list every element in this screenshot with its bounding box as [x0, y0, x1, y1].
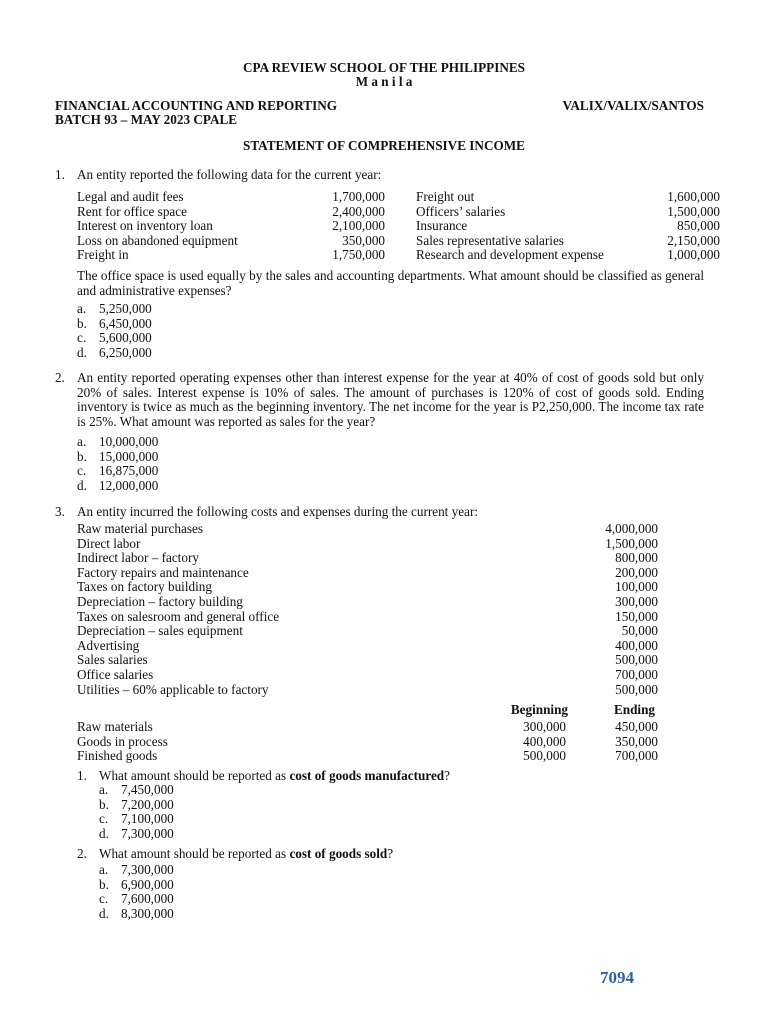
line-item-label: Depreciation – factory building — [77, 594, 243, 609]
line-item-amount: 700,000 — [615, 667, 658, 682]
q3-sub2-question — [99, 847, 393, 862]
line-item-label: Taxes on factory building — [77, 579, 212, 595]
line-item — [77, 219, 385, 234]
line-item-label: Loss on abandoned equipment — [77, 232, 238, 248]
line-item-amount: 1,600,000 — [667, 189, 720, 204]
inventory-ending: 700,000 — [615, 748, 658, 764]
inventory-ending: 350,000 — [615, 733, 658, 749]
q2-number: 2. — [55, 370, 65, 385]
q3-sub2-post: ? — [387, 846, 394, 861]
line-item-label: Legal and audit fees — [77, 189, 184, 204]
line-item-label: Raw material purchases — [77, 521, 203, 536]
q3-number: 3. — [55, 504, 65, 519]
option-letter: a. — [77, 434, 87, 449]
option-letter: b. — [77, 315, 87, 331]
line-item-amount: 4,000,000 — [605, 521, 658, 536]
option-text: 6,450,000 — [99, 315, 152, 331]
answer-option — [99, 798, 174, 813]
line-item-amount: 500,000 — [615, 681, 658, 697]
option-letter: d. — [99, 905, 109, 921]
line-item-label: Advertising — [77, 637, 140, 653]
inventory-beginning: 400,000 — [523, 733, 566, 749]
inventory-beginning: 500,000 — [523, 748, 566, 764]
line-item-label: Rent for office space — [77, 203, 187, 219]
line-item-amount: 850,000 — [677, 218, 720, 234]
line-item — [77, 580, 658, 595]
option-letter: c. — [99, 891, 109, 907]
option-text: 7,200,000 — [121, 796, 174, 812]
answer-option — [99, 783, 174, 798]
line-item — [77, 610, 658, 625]
inventory-ending: 450,000 — [615, 719, 658, 734]
option-letter: b. — [99, 796, 109, 812]
line-item-amount: 100,000 — [615, 579, 658, 595]
line-item — [416, 248, 720, 263]
answer-option — [99, 907, 174, 922]
option-text: 7,600,000 — [121, 891, 174, 907]
line-item-label: Sales representative salaries — [416, 232, 564, 248]
line-item-amount: 1,500,000 — [667, 203, 720, 219]
line-item — [416, 234, 720, 249]
option-text: 15,000,000 — [99, 448, 159, 464]
batch-line: BATCH 93 – MAY 2023 CPALE — [55, 112, 238, 127]
option-letter: d. — [99, 825, 109, 841]
line-item — [416, 219, 720, 234]
line-item-label: Utilities – 60% applicable to factory — [77, 681, 269, 697]
inventory-row — [77, 735, 658, 750]
q3-sub1-post: ? — [444, 768, 451, 783]
option-letter: a. — [77, 301, 87, 316]
option-text: 7,300,000 — [121, 862, 174, 877]
page-title: STATEMENT OF COMPREHENSIVE INCOME — [243, 138, 525, 153]
answer-option — [99, 863, 174, 878]
answer-option — [77, 450, 158, 465]
option-text: 10,000,000 — [99, 434, 159, 449]
line-item — [77, 595, 658, 610]
q1-question: The office space is used equally by the sales and accounting departments. What amount should be classified as general and administrative expenses? — [77, 268, 704, 298]
line-item — [77, 551, 658, 566]
option-letter: c. — [77, 463, 87, 479]
option-text: 6,250,000 — [99, 344, 152, 360]
line-item — [77, 668, 658, 683]
line-item — [77, 205, 385, 220]
line-item-label: Depreciation – sales equipment — [77, 623, 243, 639]
school-city: M a n i l a — [355, 74, 413, 89]
line-item-amount: 200,000 — [615, 564, 658, 580]
inventory-header-ending: Ending — [613, 702, 655, 717]
line-item-label: Freight in — [77, 247, 129, 263]
line-item — [77, 639, 658, 654]
line-item — [416, 205, 720, 220]
line-item-amount: 2,400,000 — [332, 203, 385, 219]
line-item-amount: 1,700,000 — [332, 189, 385, 204]
option-letter: d. — [77, 344, 87, 360]
q3-intro: An entity incurred the following costs and expenses during the current year: — [77, 504, 479, 519]
q3-sub1-number: 1. — [77, 768, 87, 783]
line-item — [77, 234, 385, 249]
option-text: 7,450,000 — [121, 782, 174, 797]
q2-text: An entity reported operating expenses other than interest expense for the year at 40% of cost of goods sold but only 20% of sales. Interest expense is 10% of sales. The amount of purchases is 120% of cost of goods sold. Ending inventory is twice as much as the beginning inventory. The net income for the year is P2,250,000. The income tax rate is 25%. What amount was reported as sales for the year? — [77, 370, 704, 429]
line-item-label: Indirect labor – factory — [77, 550, 199, 566]
answer-option — [77, 346, 152, 361]
line-item-amount: 1,750,000 — [332, 247, 385, 263]
answer-option — [99, 878, 174, 893]
option-text: 6,900,000 — [121, 876, 174, 892]
answer-option — [77, 302, 152, 317]
line-item-amount: 2,150,000 — [667, 232, 720, 248]
option-letter: b. — [99, 876, 109, 892]
answer-option — [99, 892, 174, 907]
answer-option — [77, 479, 158, 494]
q3-sub1-bold: cost of goods manufactured — [289, 768, 445, 783]
line-item-amount: 500,000 — [615, 652, 658, 668]
line-item-amount: 300,000 — [615, 594, 658, 609]
line-item — [77, 624, 658, 639]
option-letter: d. — [77, 477, 87, 493]
line-item — [77, 190, 385, 205]
line-item-amount: 150,000 — [615, 608, 658, 624]
option-text: 12,000,000 — [99, 477, 159, 493]
option-letter: c. — [77, 330, 87, 346]
line-item-label: Research and development expense — [416, 247, 604, 263]
q3-sub2-pre: What amount should be reported as — [99, 846, 290, 861]
line-item-label: Interest on inventory loan — [77, 218, 213, 234]
line-item-label: Sales salaries — [77, 652, 148, 668]
answer-option — [99, 812, 174, 827]
line-item-amount: 50,000 — [621, 623, 658, 639]
line-item — [77, 248, 385, 263]
line-item-amount: 1,500,000 — [605, 535, 658, 551]
line-item — [77, 653, 658, 668]
line-item — [416, 190, 720, 205]
option-text: 16,875,000 — [99, 463, 159, 479]
option-text: 8,300,000 — [121, 905, 174, 921]
line-item — [77, 566, 658, 581]
option-text: 7,300,000 — [121, 825, 174, 841]
option-letter: a. — [99, 782, 109, 797]
line-item-label: Insurance — [416, 218, 468, 234]
inventory-label: Raw materials — [77, 719, 153, 734]
q3-sub2-bold: cost of goods sold — [289, 846, 388, 861]
line-item — [77, 522, 658, 537]
q1-number: 1. — [55, 167, 65, 182]
inventory-label: Goods in process — [77, 733, 168, 749]
line-item-amount: 1,000,000 — [667, 247, 720, 263]
line-item-amount: 800,000 — [615, 550, 658, 566]
answer-option — [77, 464, 158, 479]
option-text: 7,100,000 — [121, 811, 174, 827]
option-text: 5,250,000 — [99, 301, 152, 316]
answer-option — [77, 317, 152, 332]
line-item-label: Freight out — [416, 189, 475, 204]
inventory-beginning: 300,000 — [523, 719, 566, 734]
subject-title: FINANCIAL ACCOUNTING AND REPORTING — [55, 98, 337, 113]
option-text: 5,600,000 — [99, 330, 152, 346]
line-item-label: Factory repairs and maintenance — [77, 564, 249, 580]
line-item-amount: 400,000 — [615, 637, 658, 653]
line-item-label: Officers’ salaries — [416, 203, 506, 219]
inventory-header-beginning: Beginning — [510, 702, 568, 717]
line-item-amount: 350,000 — [342, 232, 385, 248]
inventory-row — [77, 720, 658, 735]
line-item-label: Office salaries — [77, 667, 154, 682]
q3-sub2-number: 2. — [77, 846, 87, 861]
inventory-label: Finished goods — [77, 748, 158, 764]
q1-intro: An entity reported the following data for the current year: — [77, 167, 382, 182]
page-code: 7094 — [600, 968, 634, 987]
line-item-amount: 2,100,000 — [332, 218, 385, 234]
option-letter: a. — [99, 862, 109, 877]
line-item — [77, 683, 658, 698]
q3-sub1-pre: What amount should be reported as — [99, 768, 290, 783]
option-letter: c. — [99, 811, 109, 827]
authors: VALIX/VALIX/SANTOS — [562, 98, 704, 113]
answer-option — [99, 827, 174, 842]
line-item-label: Taxes on salesroom and general office — [77, 608, 280, 624]
answer-option — [77, 331, 152, 346]
inventory-row — [77, 749, 658, 764]
line-item-label: Direct labor — [77, 535, 141, 551]
school-name: CPA REVIEW SCHOOL OF THE PHILIPPINES — [242, 60, 525, 75]
line-item — [77, 537, 658, 552]
answer-option — [77, 435, 158, 450]
option-letter: b. — [77, 448, 87, 464]
